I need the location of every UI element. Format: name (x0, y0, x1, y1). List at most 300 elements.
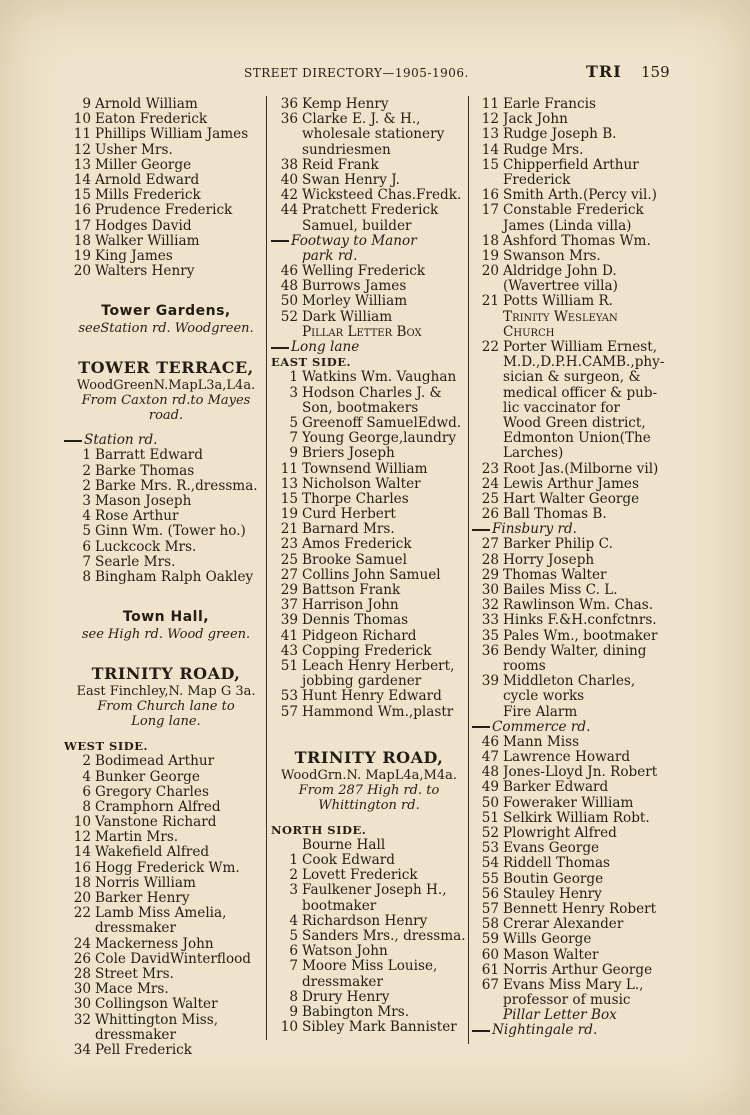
entry-continuation: bootmaker (302, 897, 377, 914)
house-number: 1 (289, 853, 298, 869)
directory-entry (64, 570, 268, 585)
house-number: 58 (481, 917, 499, 933)
directory-entry (472, 932, 670, 947)
directory-entry (472, 765, 670, 780)
house-number: 55 (481, 871, 499, 887)
entry-continuation: rooms (503, 657, 546, 674)
house-number: 7 (289, 431, 298, 447)
house-number: 42 (280, 188, 298, 204)
directory-entry (271, 959, 467, 974)
house-number: 50 (481, 795, 499, 811)
directory-entry (472, 917, 670, 932)
entry-continuation: (Wavertree villa) (503, 278, 618, 295)
resident-name: Townsend William (302, 461, 428, 477)
house-number: 14 (73, 845, 91, 861)
resident-name: Dark William (302, 309, 393, 325)
entry-continuation: jobbing gardener (302, 673, 422, 690)
resident-name: King James (95, 248, 173, 264)
directory-entry (472, 249, 670, 264)
house-number: 22 (481, 340, 499, 355)
resident-name: Wakefield Alfred (95, 845, 210, 861)
house-number: 39 (280, 613, 298, 629)
resident-name: Lovett Frederick (302, 868, 418, 884)
resident-name: Greenoff SamuelEdwd. (302, 415, 462, 431)
house-number: 47 (481, 750, 499, 766)
entry-continuation: Bourne Hall (302, 836, 386, 853)
resident-name: Evans Miss Mary L., (503, 977, 644, 993)
directory-entry (271, 644, 467, 659)
resident-name: Rose Arthur (95, 509, 179, 525)
directory-entry (472, 294, 670, 309)
house-number: 19 (73, 248, 91, 264)
entry-continuation: Wood Green district, (503, 414, 646, 431)
directory-entry (271, 853, 467, 868)
house-number: 32 (73, 1012, 91, 1028)
street-heading: Town Hall, (122, 609, 210, 626)
resident-name: Martin Mrs. (95, 830, 179, 846)
resident-name: Crerar Alexander (503, 917, 624, 933)
house-number: 10 (73, 815, 91, 831)
directory-entry (64, 173, 268, 188)
entry-continuation: Larches) (503, 445, 564, 462)
resident-name: Barker Philip C. (503, 537, 613, 553)
resident-name: Mann Miss (503, 734, 580, 750)
resident-name: Mills Frederick (95, 188, 201, 204)
resident-name: Kemp Henry (302, 97, 389, 112)
resident-name: Watson John (302, 944, 388, 960)
spacer (64, 279, 268, 301)
house-number: 43 (280, 643, 298, 659)
house-number: 53 (280, 689, 298, 705)
directory-entry (472, 568, 670, 583)
directory-entry (271, 929, 467, 944)
house-number: 53 (481, 841, 499, 857)
directory-entry (472, 872, 670, 887)
junction-mark-icon (271, 240, 289, 242)
house-number: 11 (481, 97, 499, 112)
resident-name: Watkins Wm. Vaughan (302, 370, 457, 386)
directory-entry (271, 1005, 467, 1020)
resident-name: Rawlinson Wm. Chas. (503, 598, 654, 614)
house-number: 38 (280, 157, 298, 173)
resident-name: Harrison John (302, 598, 399, 614)
directory-entry (64, 967, 268, 982)
directory-entry (64, 937, 268, 952)
house-number: 10 (73, 112, 91, 128)
house-number: 32 (481, 598, 499, 614)
resident-name: Barker Henry (95, 891, 190, 906)
resident-name: Miller George (95, 157, 192, 173)
house-number: 23 (481, 461, 499, 477)
resident-name: Cook Edward (302, 853, 395, 869)
house-number: 40 (280, 172, 298, 188)
house-number: 4 (289, 913, 298, 929)
resident-name: Lamb Miss Amelia, (95, 906, 227, 922)
house-number: 17 (481, 203, 499, 219)
house-number: 26 (73, 951, 91, 967)
resident-name: Babington Mrs. (302, 1004, 410, 1020)
street-heading: TRINITY ROAD, (91, 664, 241, 684)
directory-entry (271, 416, 467, 431)
resident-name: Hart Walter George (503, 491, 640, 507)
resident-name: Hunt Henry Edward (302, 689, 442, 705)
directory-entry (472, 978, 670, 993)
directory-entry (271, 629, 467, 644)
street-subheading: WoodGreenN.MapL3a,L4a. (76, 378, 256, 394)
resident-name: Bingham Ralph Oakley (95, 569, 254, 585)
directory-entry (472, 780, 670, 795)
house-number: 4 (82, 509, 91, 525)
resident-name: Swan Henry J. (302, 172, 400, 188)
house-number: 2 (82, 478, 91, 494)
resident-name: Richardson Henry (302, 913, 428, 929)
junction-mark-icon (472, 529, 490, 531)
house-number: 46 (481, 734, 499, 750)
house-number: 14 (73, 172, 91, 188)
resident-name: Bailes Miss C. L. (503, 583, 618, 598)
street-subheading: From Church lane to (97, 699, 235, 715)
entry-continuation: medical officer & pub- (503, 384, 658, 401)
entry-continuation: James (Linda villa) (503, 217, 632, 234)
directory-entry (472, 537, 670, 552)
side-heading: WEST SIDE. (64, 739, 148, 754)
house-number: 5 (289, 415, 298, 431)
directory-entry (271, 173, 467, 188)
spacer (64, 729, 268, 739)
directory-entry (64, 509, 268, 524)
spacer (64, 336, 268, 358)
directory-entry (472, 887, 670, 902)
directory-entry (64, 158, 268, 173)
directory-entry (271, 914, 467, 929)
resident-name: Street Mrs. (95, 966, 174, 982)
resident-name: Porter William Ernest, (503, 340, 658, 355)
directory-entry (472, 674, 670, 689)
house-number: 34 (73, 1042, 91, 1058)
resident-name: Hinks F.&H.confctnrs. (503, 613, 657, 629)
resident-name: Riddell Thomas (503, 856, 611, 872)
directory-entry (271, 537, 467, 552)
column-2 (271, 97, 467, 1035)
directory-entry (472, 507, 670, 522)
directory-entry (472, 811, 670, 826)
resident-name: Rudge Mrs. (503, 142, 584, 158)
house-number: 20 (481, 264, 499, 280)
directory-entry (64, 952, 268, 967)
house-number: 1 (289, 370, 298, 386)
house-number: 35 (481, 628, 499, 644)
house-number: 49 (481, 780, 499, 796)
cross-street-marker: Nightingale rd. (472, 1023, 670, 1038)
directory-entry (472, 234, 670, 249)
directory-entry (271, 97, 467, 112)
directory-entry (472, 902, 670, 917)
resident-name: Ginn Wm. (Tower ho.) (95, 524, 246, 540)
cross-street-marker: Commerce rd. (472, 720, 670, 735)
directory-entry (472, 841, 670, 856)
cross-street-marker: Footway to Manor (271, 234, 467, 249)
resident-name: Arnold William (95, 97, 198, 112)
directory-entry (64, 264, 268, 279)
directory-entry (64, 494, 268, 509)
house-number: 15 (481, 157, 499, 173)
resident-name: Collingson Walter (95, 997, 218, 1013)
directory-entry (271, 264, 467, 279)
house-number: 19 (481, 248, 499, 264)
resident-name: Welling Frederick (302, 264, 426, 280)
house-number: 13 (481, 127, 499, 143)
resident-name: Norris Arthur George (503, 962, 653, 978)
street-subheading: East Finchley,N. Map G 3a. (76, 684, 256, 700)
directory-entry (64, 891, 268, 906)
landmark-label: Pillar Letter Box (302, 323, 422, 340)
entry-continuation: Fire Alarm (503, 703, 578, 720)
directory-entry (271, 868, 467, 883)
house-number: 6 (82, 539, 91, 555)
directory-entry (64, 861, 268, 876)
directory-entry (472, 492, 670, 507)
house-number: 61 (481, 962, 499, 978)
house-number: 14 (481, 142, 499, 158)
directory-entry (64, 479, 268, 494)
directory-entry (472, 188, 670, 203)
resident-name: Pratchett Frederick (302, 203, 439, 219)
house-number: 4 (82, 769, 91, 785)
entry-continuation: wholesale stationery (302, 126, 445, 143)
column-3 (472, 97, 670, 1039)
resident-name: Barke Mrs. R.,dressma. (95, 478, 258, 494)
street-heading: Tower Gardens, (101, 303, 231, 320)
house-number: 59 (481, 932, 499, 948)
section-label: TRI (586, 62, 622, 81)
resident-name: Rudge Joseph B. (503, 127, 617, 143)
entry-continuation: cycle works (503, 688, 585, 705)
directory-entry (64, 982, 268, 997)
directory-entry (271, 522, 467, 537)
house-number: 9 (82, 97, 91, 112)
resident-name: Evans George (503, 841, 600, 857)
junction-mark-icon (472, 1030, 490, 1032)
junction-mark-icon (472, 726, 490, 728)
house-number: 36 (280, 112, 298, 128)
house-number: 51 (280, 658, 298, 674)
directory-entry (472, 264, 670, 279)
directory-entry (271, 553, 467, 568)
directory-entry (472, 477, 670, 492)
resident-name: Briers Joseph (302, 446, 395, 462)
resident-name: Drury Henry (302, 989, 390, 1005)
directory-entry (64, 524, 268, 539)
resident-name: Mackerness John (95, 936, 214, 952)
resident-name: Wicksteed Chas.Fredk. (302, 188, 462, 204)
house-number: 44 (280, 203, 298, 219)
landmark-label: Trinity Wesleyan (503, 308, 618, 325)
directory-entry (271, 279, 467, 294)
directory-entry (64, 97, 268, 112)
house-number: 17 (73, 218, 91, 234)
directory-entry (64, 800, 268, 815)
directory-entry (271, 203, 467, 218)
resident-name: Barnard Mrs. (302, 522, 395, 538)
house-number: 67 (481, 977, 499, 993)
house-number: 13 (280, 476, 298, 492)
house-number: 51 (481, 810, 499, 826)
directory-entry (472, 613, 670, 628)
house-number: 3 (289, 385, 298, 401)
entry-continuation: Pillar Letter Box (503, 1007, 617, 1024)
resident-name: Middleton Charles, (503, 674, 636, 690)
resident-name: Jones-Lloyd Jn. Robert (503, 765, 658, 781)
directory-entry (64, 830, 268, 845)
directory-entry (271, 370, 467, 385)
resident-name: Norris William (95, 875, 196, 891)
house-number: 33 (481, 613, 499, 629)
directory-entry (271, 613, 467, 628)
house-number: 2 (82, 463, 91, 479)
house-number: 36 (481, 643, 499, 659)
house-number: 2 (82, 754, 91, 770)
directory-entry (64, 1043, 268, 1058)
directory-entry (472, 203, 670, 218)
page-header (0, 62, 750, 84)
directory-entry (271, 689, 467, 704)
house-number: 18 (481, 233, 499, 249)
resident-name: Barke Thomas (95, 463, 195, 479)
directory-entry (472, 598, 670, 613)
resident-name: Dennis Thomas (302, 613, 409, 629)
house-number: 60 (481, 947, 499, 963)
house-number: 30 (73, 997, 91, 1013)
entry-continuation: Samuel, builder (302, 217, 412, 234)
street-heading: TOWER TERRACE, (78, 358, 254, 378)
directory-entry (472, 750, 670, 765)
directory-entry (64, 754, 268, 769)
directory-entry (64, 203, 268, 218)
junction-mark-icon (271, 347, 289, 349)
directory-entry (472, 553, 670, 568)
resident-name: Clarke E. J. & H., (302, 112, 421, 128)
directory-entry (472, 796, 670, 811)
resident-name: Vanstone Richard (95, 815, 217, 831)
resident-name: Bunker George (95, 769, 200, 785)
side-heading: EAST SIDE. (271, 355, 351, 370)
street-subheading: road. (148, 408, 184, 424)
entry-continuation: Son, bootmakers (302, 399, 419, 416)
house-number: 11 (280, 461, 298, 477)
resident-name: Ball Thomas B. (503, 507, 607, 523)
resident-name: Ashford Thomas Wm. (503, 233, 651, 249)
entry-continuation: Frederick (503, 171, 571, 188)
house-number: 7 (82, 554, 91, 570)
resident-name: Cramphorn Alfred (95, 799, 221, 815)
directory-entry (472, 735, 670, 750)
directory-entry (271, 883, 467, 898)
directory-entry (472, 112, 670, 127)
resident-name: Foweraker William (503, 795, 634, 811)
directory-entry (472, 963, 670, 978)
house-number: 8 (82, 799, 91, 815)
resident-name: Chipperfield Arthur (503, 157, 639, 173)
house-number: 29 (481, 567, 499, 583)
resident-name: Moore Miss Louise, (302, 959, 438, 975)
resident-name: Swanson Mrs. (503, 248, 601, 264)
street-subheading: From 287 High rd. to (298, 782, 440, 798)
resident-name: Jack John (503, 112, 568, 128)
directory-entry (64, 249, 268, 264)
resident-name: Arnold Edward (95, 172, 200, 188)
resident-name: Pales Wm., bootmaker (503, 628, 658, 644)
house-number: 36 (280, 97, 298, 112)
directory-entry (64, 555, 268, 570)
house-number: 29 (280, 583, 298, 598)
resident-name: Walker William (95, 233, 200, 249)
directory-entry (271, 990, 467, 1005)
resident-name: Bodimead Arthur (95, 754, 215, 770)
street-subheading: seeStation rd. Woodgreen. (78, 321, 254, 337)
house-number: 6 (289, 944, 298, 960)
directory-entry (472, 856, 670, 871)
resident-name: Cole DavidWinterflood (95, 951, 252, 967)
page-number: 159 (641, 63, 670, 81)
resident-name: Potts William R. (503, 294, 613, 310)
directory-entry (271, 659, 467, 674)
house-number: 30 (481, 583, 499, 598)
house-number: 3 (289, 883, 298, 899)
resident-name: Root Jas.(Milborne vil) (503, 461, 659, 477)
directory-entry (64, 815, 268, 830)
resident-name: Sanders Mrs., dressma. (302, 929, 466, 944)
resident-name: Aldridge John D. (503, 264, 617, 280)
house-number: 5 (289, 929, 298, 944)
resident-name: Prudence Frederick (95, 203, 233, 219)
spacer (64, 423, 268, 433)
resident-name: Hogg Frederick Wm. (95, 860, 240, 876)
directory-entry (472, 462, 670, 477)
column-1 (64, 97, 268, 1058)
house-number: 46 (280, 264, 298, 280)
directory-entry (271, 568, 467, 583)
house-number: 16 (481, 188, 499, 204)
entry-continuation: park rd. (302, 247, 358, 264)
house-number: 12 (481, 112, 499, 128)
street-heading: TRINITY ROAD, (294, 747, 444, 767)
house-number: 3 (82, 494, 91, 509)
resident-name: Burrows James (302, 279, 407, 295)
resident-name: Hodson Charles J. & (302, 385, 442, 401)
house-number: 21 (280, 522, 298, 538)
resident-name: Plowright Alfred (503, 826, 617, 841)
house-number: 15 (73, 188, 91, 204)
spacer (64, 585, 268, 607)
resident-name: Copping Frederick (302, 643, 432, 659)
street-subheading: see High rd. Wood green. (81, 627, 251, 643)
directory-entry (472, 629, 670, 644)
directory-entry (271, 112, 467, 127)
directory-entry (64, 448, 268, 463)
directory-entry (271, 310, 467, 325)
house-number: 16 (73, 203, 91, 219)
resident-name: Mace Mrs. (95, 982, 169, 998)
directory-entry (472, 583, 670, 598)
column-rule (468, 96, 469, 1044)
entry-continuation: professor of music (503, 992, 631, 1009)
house-number: 28 (481, 552, 499, 568)
house-number: 21 (481, 294, 499, 310)
house-number: 41 (280, 628, 298, 644)
resident-name: Lewis Arthur James (503, 476, 639, 492)
house-number: 30 (73, 982, 91, 998)
resident-name: Barratt Edward (95, 448, 204, 464)
